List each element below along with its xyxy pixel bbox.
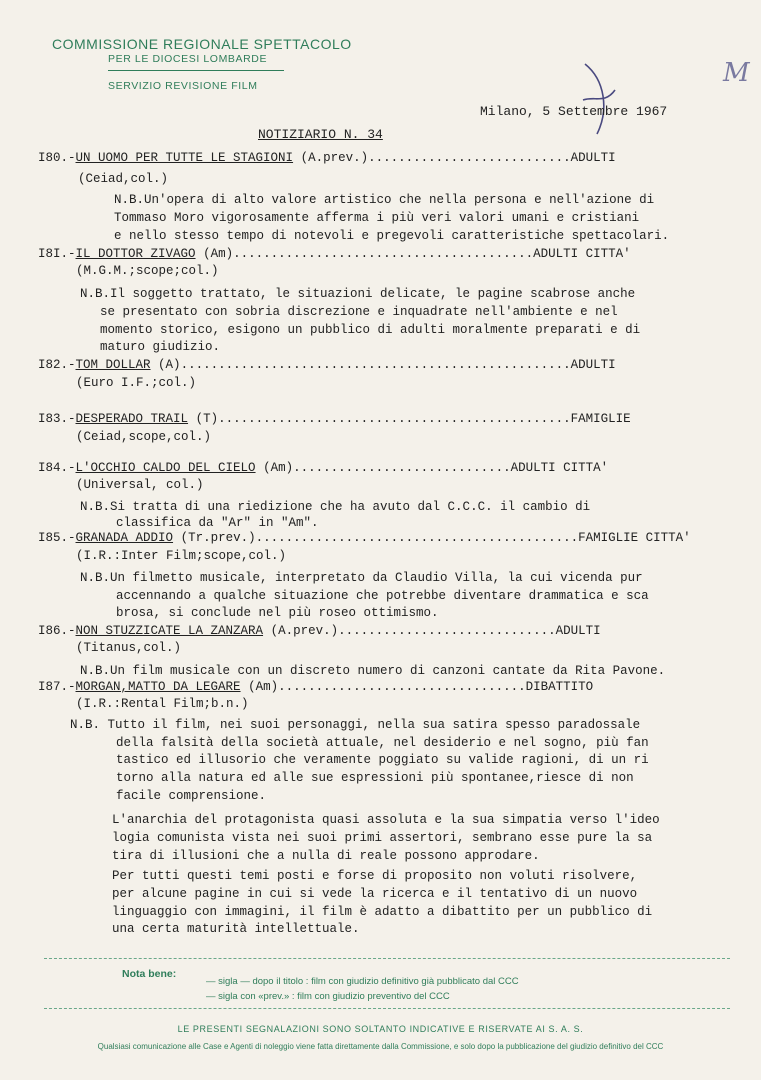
letterhead-org: COMMISSIONE REGIONALE SPETTACOLO	[52, 36, 352, 52]
entry-line	[38, 531, 691, 545]
entry-line	[38, 412, 631, 426]
entry-number: I84.-	[38, 461, 76, 475]
note-line: per alcune pagine in cui si vede la ricerca e il tentativo di un nuovo	[112, 887, 638, 901]
entry-line	[38, 461, 608, 475]
note-line: N.B. Tutto il film, nei suoi personaggi, nella sua satira spesso paradossale	[70, 718, 641, 732]
distributor: (I.R.:Inter Film;scope,col.)	[76, 549, 287, 563]
entry-number: I85.-	[38, 531, 76, 545]
document-date: Milano, 5 Settembre 1967	[480, 104, 668, 119]
note-line: accennando a qualche situazione che potrebbe diventare drammatica e sca	[116, 589, 649, 603]
note-line: Per tutti questi temi posti e forse di proposito non voluti risolvere,	[112, 869, 638, 883]
entry-line	[38, 247, 631, 261]
note-line: N.B.Un film musicale con un discreto numero di canzoni cantate da Rita Pavone.	[80, 664, 666, 678]
classification-tag: (A.prev.)	[270, 624, 339, 638]
footer-rule	[44, 958, 730, 959]
dot-leader: ........................................	[233, 247, 534, 261]
film-title: GRANADA ADDIO	[75, 531, 174, 545]
entry-number: I83.-	[38, 412, 76, 426]
rating: DIBATTITO	[525, 680, 594, 694]
note-line: facile comprensione.	[116, 789, 267, 803]
note-line: e nello stesso tempo di notevoli e pregevoli caratteristiche spettacolari.	[114, 229, 670, 243]
dot-leader: ...........................	[368, 151, 571, 165]
film-title: IL DOTTOR ZIVAGO	[75, 247, 196, 261]
dot-leader: ...........................................	[255, 531, 579, 545]
note-line: tastico ed illusorio che veramente poggiato su valide ragioni, di un ri	[116, 753, 649, 767]
note-line: maturo giudizio.	[100, 340, 221, 354]
classification-tag: (Am)	[203, 247, 234, 261]
note-line: classifica da "Ar" in "Am".	[116, 516, 319, 530]
disclaimer: LE PRESENTI SEGNALAZIONI SONO SOLTANTO INDICATIVE E RISERVATE AI S. A. S.	[177, 1024, 584, 1034]
dot-leader: .................................	[278, 680, 526, 694]
note-line: se presentato con sobria discrezione e inquadrate nell'ambiente e nel	[100, 305, 618, 319]
entry-number: I80.-	[38, 151, 76, 165]
entry-line	[38, 624, 601, 638]
dot-leader: .............................	[293, 461, 511, 475]
note-line: N.B.Un'opera di alto valore artistico che nella persona e nell'azione di	[114, 193, 655, 207]
dot-leader: ....................................................	[180, 358, 571, 372]
nota-bene-line: — sigla — dopo il titolo : film con giudizio definitivo già pubblicato dal CCC	[206, 976, 519, 987]
entry-number: I8I.-	[38, 247, 76, 261]
rating: FAMIGLIE CITTA'	[578, 531, 691, 545]
note-line: della falsità della società attuale, nel desiderio e nel sogno, più fan	[116, 736, 649, 750]
distributor: (M.G.M.;scope;col.)	[76, 264, 219, 278]
document-title: NOTIZIARIO N. 34	[258, 127, 383, 142]
distributor: (Ceiad,col.)	[78, 172, 169, 186]
entry-number: I87.-	[38, 680, 76, 694]
distributor: (I.R.:Rental Film;b.n.)	[76, 697, 249, 711]
letterhead-service: SERVIZIO REVISIONE FILM	[108, 80, 258, 92]
handwritten-mark	[575, 60, 625, 140]
corner-mark: M	[723, 58, 750, 88]
classification-tag: (A)	[158, 358, 181, 372]
distributor: (Titanus,col.)	[76, 641, 182, 655]
rating: ADULTI	[555, 624, 601, 638]
note-line: N.B.Il soggetto trattato, le situazioni delicate, le pagine scabrose anche	[80, 287, 636, 301]
entry-line	[38, 358, 616, 372]
entry-number: I86.-	[38, 624, 76, 638]
entry-number: I82.-	[38, 358, 76, 372]
classification-tag: (Tr.prev.)	[180, 531, 256, 545]
film-title: MORGAN,MATTO DA LEGARE	[75, 680, 241, 694]
note-line: momento storico, esigono un pubblico di adulti moralmente preparati e di	[100, 323, 641, 337]
classification-tag: (A.prev.)	[300, 151, 369, 165]
letterhead-org-sub: PER LE DIOCESI LOMBARDE	[108, 53, 268, 65]
disclaimer-detail: Qualsiasi comunicazione alle Case e Agenti di noleggio viene fatta direttamente dalla Commissione, e solo dopo la pubblicazione del giudizio definitivo del CCC	[97, 1042, 664, 1051]
note-line: brosa, si conclude nel più roseo ottimismo.	[116, 606, 439, 620]
rating: ADULTI	[570, 358, 616, 372]
rating: FAMIGLIE	[570, 412, 631, 426]
nota-bene-label: Nota bene:	[122, 968, 177, 980]
note-line: linguaggio con immagini, il film è adatto a dibattito per un pubblico di	[112, 905, 653, 919]
note-line: N.B.Un filmetto musicale, interpretato da Claudio Villa, la cui vicenda pur	[80, 571, 643, 585]
note-line: una certa maturità intellettuale.	[112, 922, 360, 936]
footer-rule	[44, 1008, 730, 1009]
note-line: Tommaso Moro vigorosamente afferma i più veri valori umani e cristiani	[114, 211, 640, 225]
film-title: UN UOMO PER TUTTE LE STAGIONI	[75, 151, 294, 165]
distributor: (Ceiad,scope,col.)	[76, 430, 212, 444]
note-line: logia comunista vista nei suoi primi assertori, sembrano esse pure la sa	[112, 831, 653, 845]
classification-tag: (T)	[195, 412, 219, 426]
note-line: tira di illusioni che a nulla di reale possono approdare.	[112, 849, 540, 863]
film-title: L'OCCHIO CALDO DEL CIELO	[75, 461, 256, 475]
entry-line	[38, 151, 616, 165]
rating: ADULTI CITTA'	[510, 461, 609, 475]
film-title: TOM DOLLAR	[75, 358, 151, 372]
dot-leader: ...............................................	[218, 412, 571, 426]
rating: ADULTI	[570, 151, 616, 165]
classification-tag: (Am)	[248, 680, 279, 694]
classification-tag: (Am)	[263, 461, 294, 475]
note-line: torno alla natura ed alle sue espressioni più spontanee,riesce di non	[116, 771, 634, 785]
nota-bene-line: — sigla con «prev.» : film con giudizio preventivo del CCC	[206, 991, 450, 1002]
note-line: N.B.Si tratta di una riedizione che ha avuto dal C.C.C. il cambio di	[80, 500, 591, 514]
film-title: DESPERADO TRAIL	[75, 412, 189, 426]
note-line: L'anarchia del protagonista quasi assoluta e la sua simpatia verso l'ideo	[112, 813, 660, 827]
distributor: (Universal, col.)	[76, 478, 204, 492]
entry-line	[38, 680, 593, 694]
rating: ADULTI CITTA'	[533, 247, 631, 261]
letterhead-rule	[108, 70, 284, 71]
distributor: (Euro I.F.;col.)	[76, 376, 197, 390]
film-title: NON STUZZICATE LA ZANZARA	[75, 624, 264, 638]
dot-leader: .............................	[338, 624, 556, 638]
